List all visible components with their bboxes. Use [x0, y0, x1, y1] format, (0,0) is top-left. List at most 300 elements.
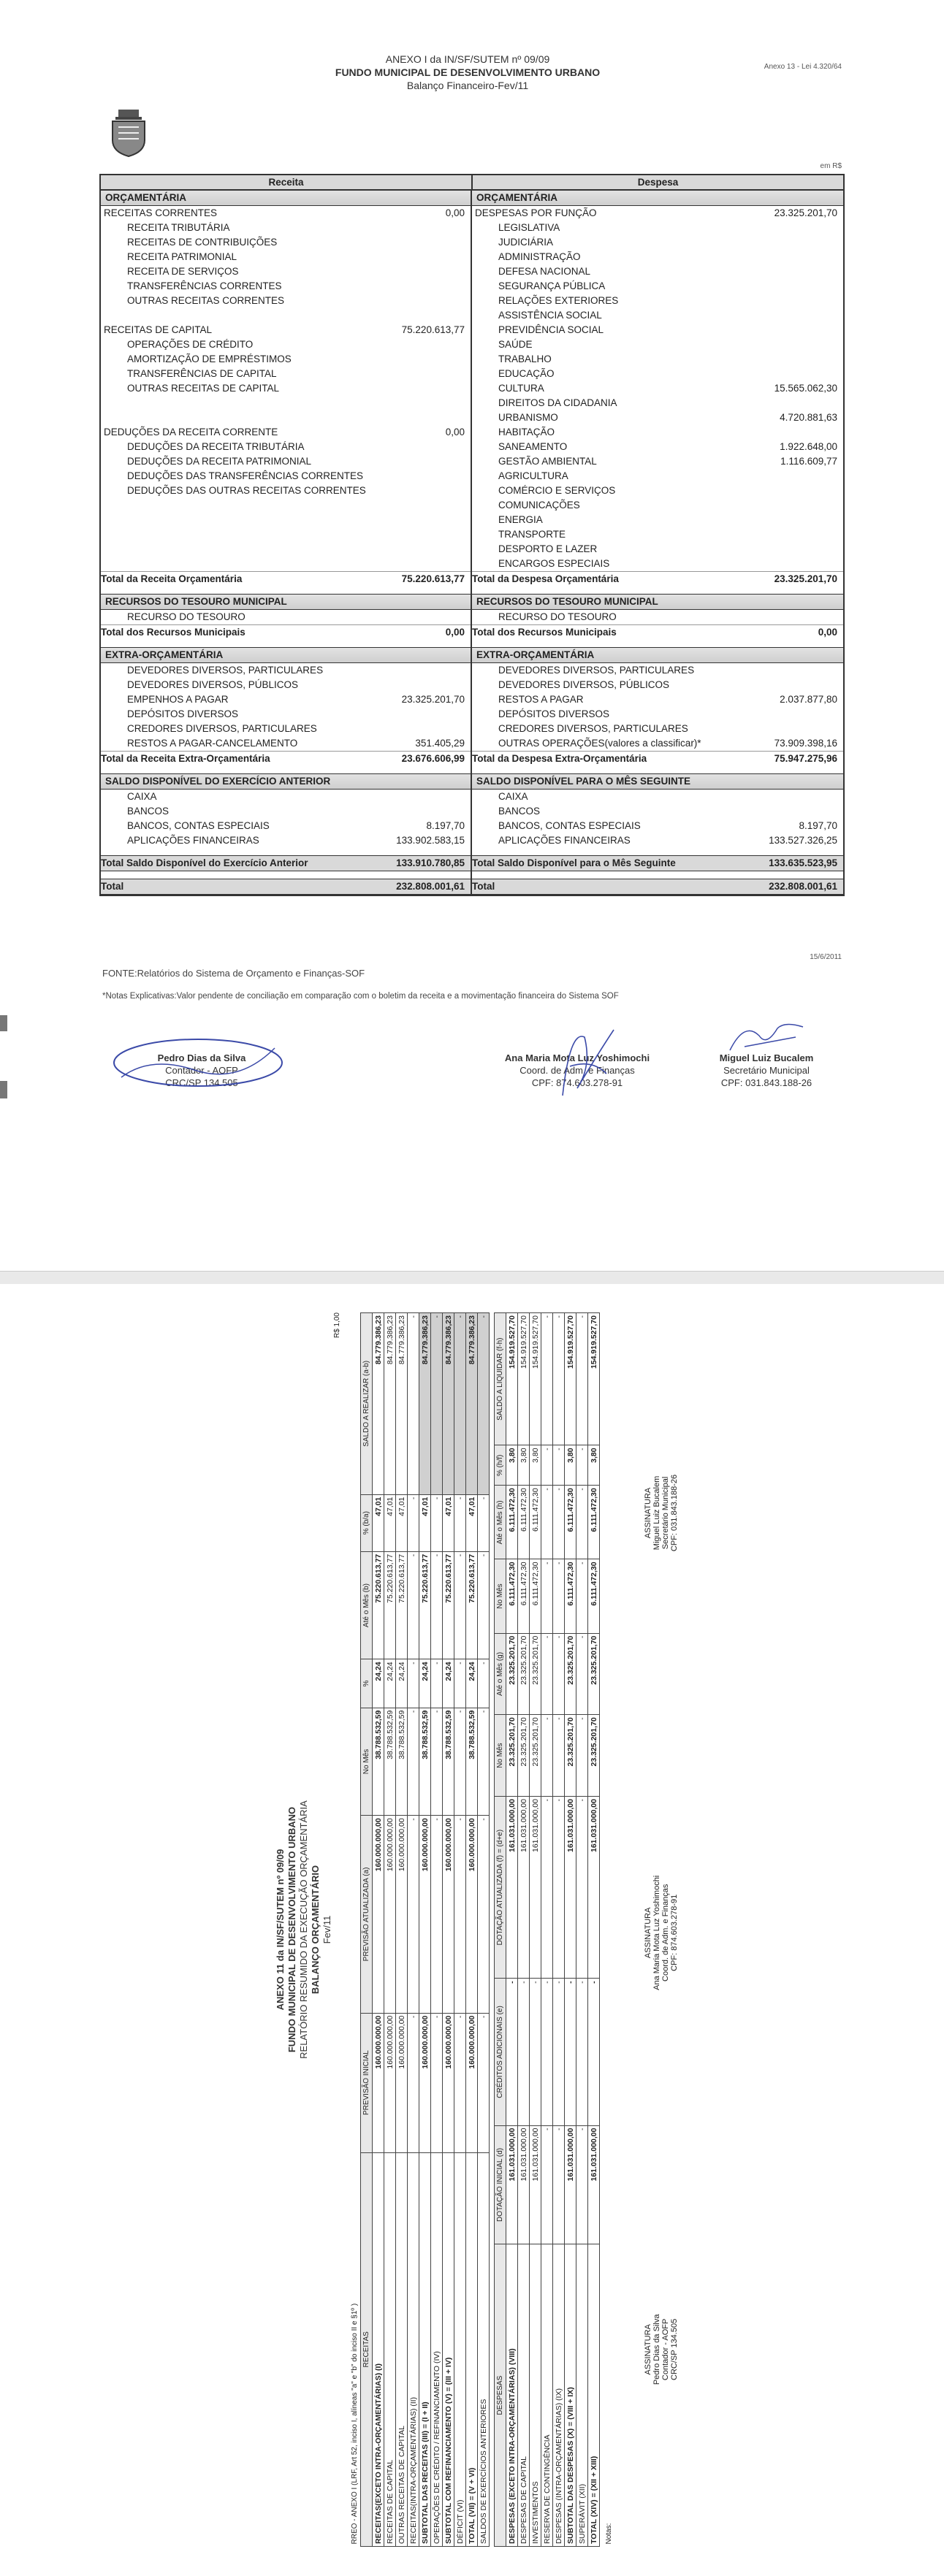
table-cell: 154.919.527,70 — [565, 1313, 576, 1445]
account-value — [742, 279, 843, 294]
table-cell: 47,01 — [396, 1494, 408, 1551]
account-label: OPERAÇÕES DE CRÉDITO — [127, 339, 254, 350]
table-cell: - — [530, 1979, 541, 2125]
account-label: DEVEDORES DIVERSOS, PARTICULARES — [127, 665, 324, 676]
table-cell: 3,80 — [565, 1445, 576, 1486]
account-label: DEDUÇÕES DAS TRANSFERÊNCIAS CORRENTES — [127, 470, 364, 481]
column-header: DOTAÇÃO ATUALIZADA (f) = (d+e) — [495, 1797, 506, 1979]
table-cell: 161.031.000,00 — [518, 2125, 530, 2244]
table-cell: - — [431, 1551, 443, 1659]
table-row — [506, 1313, 518, 2547]
account-label: EDUCAÇÃO — [498, 368, 555, 379]
table-cell: 160.000.000,00 — [373, 1816, 384, 2013]
account-value — [370, 440, 471, 454]
table-cell: - — [553, 2125, 565, 2244]
row-label: SUBTOTAL DAS DESPESAS (X) = (VIII + IX) — [565, 2244, 576, 2547]
row-label: INVESTIMENTOS — [530, 2244, 541, 2547]
account-value: 351.405,29 — [415, 738, 465, 749]
account-label: Total da Receita Orçamentária — [101, 573, 243, 584]
account-value — [370, 678, 471, 692]
section-heading: SALDO DISPONÍVEL PARA O MÊS SEGUINTE — [472, 773, 843, 790]
table-cell: - — [478, 1551, 490, 1659]
account-label: Total — [101, 881, 124, 892]
table-cell: 6.111.472,30 — [565, 1486, 576, 1559]
table-cell: 154.919.527,70 — [518, 1313, 530, 1445]
account-row — [472, 323, 843, 337]
report-notes: Notas: — [605, 2523, 613, 2545]
table-cell: - — [553, 1979, 565, 2125]
table-cell: 23.325.201,70 — [530, 1715, 541, 1797]
table-cell: 84.779.386,23 — [443, 1313, 454, 1495]
account-label: BANCOS, CONTAS ESPECIAIS — [127, 820, 270, 831]
account-value — [370, 337, 471, 352]
account-label: OUTRAS RECEITAS CORRENTES — [127, 295, 285, 306]
account-row — [472, 542, 843, 557]
table-row — [443, 1313, 454, 2547]
despesas-body — [506, 1313, 600, 2547]
table-cell: - — [588, 1979, 600, 2125]
table-cell: - — [541, 1445, 553, 1486]
account-row — [472, 722, 843, 736]
account-label: Total dos Recursos Municipais — [472, 627, 617, 638]
table-cell: 161.031.000,00 — [530, 1797, 541, 1979]
account-label: ENCARGOS ESPECIAIS — [498, 558, 610, 569]
annex-reference: Anexo 13 - Lei 4.320/64 — [764, 63, 842, 71]
table-cell: 23.325.201,70 — [506, 1715, 518, 1797]
account-label: LEGISLATIVA — [498, 222, 560, 233]
total-row — [472, 751, 843, 766]
account-label: RECEITA TRIBUTÁRIA — [127, 222, 230, 233]
spacer-row — [472, 640, 843, 647]
account-value — [370, 308, 471, 323]
table-cell: - — [454, 2013, 466, 2152]
account-row — [101, 469, 471, 484]
account-value — [742, 610, 843, 624]
table-cell: 6.111.472,30 — [518, 1486, 530, 1559]
table-row — [530, 1313, 541, 2547]
table-cell: - — [431, 1494, 443, 1551]
despesas-header-row — [495, 1313, 506, 2547]
table-row — [408, 1313, 419, 2547]
account-label — [101, 498, 370, 513]
signature-name: Ana Maria Mota Luz Yoshimochi — [504, 1052, 650, 1063]
table-cell: - — [541, 1633, 553, 1715]
table-cell: - — [408, 1551, 419, 1659]
account-value — [370, 513, 471, 527]
column-header: Até o Mês (g) — [495, 1633, 506, 1715]
table-cell: 38.788.532,59 — [419, 1708, 431, 1816]
table-row — [419, 1313, 431, 2547]
account-label: TRANSPORTE — [498, 529, 566, 540]
account-label: BANCOS — [498, 806, 541, 817]
table-cell: 84.779.386,23 — [384, 1313, 396, 1495]
currency-label: em R$ — [820, 162, 842, 170]
account-value — [742, 264, 843, 279]
account-row — [101, 337, 471, 352]
table-cell: - — [454, 1313, 466, 1495]
row-label: SUBTOTAL COM REFINANCIAMENTO (V) = (III + IV) — [443, 2152, 454, 2546]
table-cell: 75.220.613,77 — [384, 1551, 396, 1659]
total-row — [472, 879, 843, 895]
account-value — [742, 425, 843, 440]
signature-name: Miguel Luiz Bucalem — [719, 1052, 814, 1063]
signature-reg: CPF: 874.603.278-91 — [670, 1894, 679, 1971]
table-cell: - — [541, 1559, 553, 1633]
account-label: RECEITA PATRIMONIAL — [127, 251, 237, 262]
account-value: 0,00 — [445, 427, 465, 437]
table-cell: 23.325.201,70 — [518, 1633, 530, 1715]
spacer-row — [101, 766, 471, 773]
table-cell: - — [576, 1445, 588, 1486]
account-label: Total da Despesa Extra-Orçamentária — [472, 753, 647, 764]
balance-sheet-page — [0, 0, 944, 1271]
signature-name: Ana Maria Mota Luz Yoshimochi — [652, 1875, 661, 1990]
account-value — [742, 250, 843, 264]
account-label: Total da Receita Extra-Orçamentária — [101, 753, 270, 764]
account-label: DEPÓSITOS DIVERSOS — [498, 708, 610, 719]
table-cell: - — [431, 2013, 443, 2152]
report-period: Fev/11 — [321, 1915, 332, 1944]
table-cell: - — [541, 1979, 553, 2125]
account-row — [101, 352, 471, 367]
account-row — [472, 235, 843, 250]
table-cell: 160.000.000,00 — [466, 1816, 478, 2013]
budget-report-page — [0, 1284, 944, 2576]
receitas-body — [373, 1313, 490, 2547]
account-value — [370, 484, 471, 498]
column-header: % — [361, 1659, 373, 1708]
account-row — [472, 833, 843, 848]
table-cell: - — [553, 1486, 565, 1559]
account-value: 23.325.201,70 — [401, 694, 465, 705]
report-signature-accountant — [644, 2315, 679, 2385]
table-cell: - — [553, 1715, 565, 1797]
city-crest-icon — [108, 108, 149, 158]
account-row — [472, 707, 843, 722]
account-label: CAIXA — [127, 791, 157, 802]
account-label: DEDUÇÕES DA RECEITA TRIBUTÁRIA — [127, 441, 305, 452]
table-row — [454, 1313, 466, 2547]
account-value: 0,00 — [445, 627, 465, 638]
column-header: No Mês — [495, 1559, 506, 1633]
table-cell: - — [553, 1445, 565, 1486]
account-row — [472, 790, 843, 804]
account-value — [370, 722, 471, 736]
table-cell: 23.325.201,70 — [530, 1633, 541, 1715]
account-row — [472, 206, 843, 221]
row-label: RESERVA DE CONTINGÊNCIA — [541, 2244, 553, 2547]
account-value: 2.037.877,80 — [780, 694, 837, 705]
section-heading: ORÇAMENTÁRIA — [472, 190, 843, 206]
signature-role: Secretário Municipal — [723, 1065, 810, 1076]
account-value — [370, 367, 471, 381]
account-row — [101, 396, 471, 410]
table-cell: 3,80 — [530, 1445, 541, 1486]
column-header: CRÉDITOS ADICIONAIS (e) — [495, 1979, 506, 2125]
account-label: DEPÓSITOS DIVERSOS — [127, 708, 239, 719]
table-cell: 38.788.532,59 — [466, 1708, 478, 1816]
table-cell: 84.779.386,23 — [466, 1313, 478, 1495]
table-cell: 161.031.000,00 — [588, 2125, 600, 2244]
table-cell: 23.325.201,70 — [565, 1715, 576, 1797]
signature-label: ASSINATURA — [644, 1907, 652, 1959]
row-label: TOTAL (XIV) = (XII + XIII) — [588, 2244, 600, 2547]
table-cell: 47,01 — [443, 1494, 454, 1551]
account-value — [742, 469, 843, 484]
account-label: COMÉRCIO E SERVIÇOS — [498, 485, 616, 496]
account-label: CREDORES DIVERSOS, PARTICULARES — [127, 723, 317, 734]
column-header: Até o Mês (b) — [361, 1551, 373, 1659]
signature-role: Coord. de Adm. e Finanças — [519, 1065, 635, 1076]
spacer-row — [472, 586, 843, 594]
table-cell: - — [541, 1313, 553, 1445]
signature-name: Pedro Dias da Silva — [157, 1052, 246, 1063]
section-heading: ORÇAMENTÁRIA — [101, 190, 471, 206]
signature-scribble-icon — [107, 1033, 289, 1099]
account-label: DEVEDORES DIVERSOS, PÚBLICOS — [498, 679, 670, 690]
table-row — [576, 1313, 588, 2547]
account-row — [101, 557, 471, 571]
row-label: DESPESAS DE CAPITAL — [518, 2244, 530, 2547]
table-cell: - — [408, 1816, 419, 2013]
account-row — [101, 707, 471, 722]
signature-reg: CRC/SP 134.505 — [165, 1077, 238, 1088]
row-label: RECEITAS DE CAPITAL — [384, 2152, 396, 2546]
total-row — [101, 624, 471, 640]
signature-label: ASSINATURA — [644, 2324, 652, 2375]
table-row — [553, 1313, 565, 2547]
table-cell: - — [553, 1313, 565, 1445]
account-label: DESPORTO E LAZER — [498, 543, 598, 554]
account-value: 23.325.201,70 — [774, 573, 837, 584]
account-value — [742, 367, 843, 381]
account-label: RELAÇÕES EXTERIORES — [498, 295, 619, 306]
account-row — [101, 542, 471, 557]
column-header: No Mês — [361, 1708, 373, 1816]
explanatory-note: *Notas Explicativas:Valor pendente de conciliação em comparação com o boletim da receita e a movimentação financeira do Sistema SOF — [102, 992, 619, 1001]
account-value — [370, 221, 471, 235]
total-row — [101, 571, 471, 586]
column-header: DOTAÇÃO INICIAL (d) — [495, 2125, 506, 2244]
account-row — [101, 410, 471, 425]
table-cell: 3,80 — [588, 1445, 600, 1486]
header-fund: FUNDO MUNICIPAL DE DESENVOLVIMENTO URBANO — [335, 66, 601, 78]
signature-name: Pedro Dias da Silva — [652, 2314, 661, 2385]
table-cell: 161.031.000,00 — [518, 1797, 530, 1979]
table-cell: 38.788.532,59 — [396, 1708, 408, 1816]
table-cell: - — [478, 2013, 490, 2152]
account-label: RECEITAS CORRENTES — [104, 207, 218, 218]
account-value — [370, 264, 471, 279]
account-label: SANEAMENTO — [498, 441, 568, 452]
account-label: Total dos Recursos Municipais — [101, 627, 245, 638]
account-value — [370, 396, 471, 410]
balance-table-header — [101, 175, 843, 190]
table-cell: 75.220.613,77 — [419, 1551, 431, 1659]
total-row — [472, 624, 843, 640]
account-value — [370, 454, 471, 469]
account-row — [101, 513, 471, 527]
account-label: SEGURANÇA PÚBLICA — [498, 280, 606, 291]
signature-role: Coord. de Adm. e Finanças — [661, 1884, 670, 1981]
account-value — [742, 352, 843, 367]
table-cell: - — [553, 1797, 565, 1979]
account-row — [472, 250, 843, 264]
column-header: No Mês — [495, 1715, 506, 1797]
account-row — [472, 513, 843, 527]
account-value — [742, 235, 843, 250]
account-value: 232.808.001,61 — [396, 881, 465, 892]
report-balance-title: BALANÇO ORÇAMENTÁRIO — [310, 1865, 321, 1995]
table-cell: 160.000.000,00 — [396, 1816, 408, 2013]
despesa-column — [472, 190, 843, 895]
column-header: PREVISÃO INICIAL — [361, 2013, 373, 2152]
total-row — [101, 751, 471, 766]
report-currency: R$ 1,00 — [333, 1312, 341, 1339]
table-cell: 160.000.000,00 — [419, 1816, 431, 2013]
account-row — [472, 663, 843, 678]
table-row — [478, 1313, 490, 2547]
table-cell: 161.031.000,00 — [506, 1797, 518, 1979]
account-row — [101, 367, 471, 381]
table-cell: - — [541, 1715, 553, 1797]
account-label: JUDICIÁRIA — [498, 237, 554, 248]
table-cell: - — [506, 1979, 518, 2125]
account-value: 133.910.780,85 — [396, 857, 465, 868]
account-label: ADMINISTRAÇÃO — [498, 251, 581, 262]
table-cell: - — [541, 1486, 553, 1559]
account-value: 75.220.613,77 — [401, 324, 465, 335]
table-cell: 160.000.000,00 — [466, 2013, 478, 2152]
table-cell: 47,01 — [373, 1494, 384, 1551]
account-label — [101, 527, 370, 542]
table-cell: 23.325.201,70 — [506, 1633, 518, 1715]
signature-scribble-icon — [541, 1023, 628, 1103]
account-value — [742, 678, 843, 692]
table-cell: 38.788.532,59 — [373, 1708, 384, 1816]
account-value — [370, 294, 471, 308]
table-cell: - — [478, 1708, 490, 1816]
account-label: ASSISTÊNCIA SOCIAL — [498, 310, 602, 321]
signature-reg: CPF: 874.603.278-91 — [531, 1077, 623, 1088]
account-row — [101, 736, 471, 751]
signature-secretary — [690, 1052, 843, 1089]
receitas-caption: RREO - ANEXO I (LRF, Art 52, inciso I, alíneas "a" e "b" do inciso II e §1º ) — [351, 2303, 359, 2545]
account-value — [370, 790, 471, 804]
account-row — [472, 221, 843, 235]
account-label: TRANSFERÊNCIAS CORRENTES — [127, 280, 282, 291]
account-row — [101, 692, 471, 707]
table-cell: - — [478, 1313, 490, 1495]
table-cell: - — [408, 1659, 419, 1708]
account-row — [101, 308, 471, 323]
section-heading: RECURSOS DO TESOURO MUNICIPAL — [101, 594, 471, 610]
table-cell: 75.220.613,77 — [466, 1551, 478, 1659]
account-label: RESTOS A PAGAR — [498, 694, 584, 705]
account-row — [101, 722, 471, 736]
table-row — [565, 1313, 576, 2547]
table-cell: - — [576, 1559, 588, 1633]
table-row — [541, 1313, 553, 2547]
table-cell: - — [408, 2013, 419, 2152]
account-value: 73.909.398,16 — [774, 738, 837, 749]
column-header: Até o Mês (h) — [495, 1486, 506, 1559]
signature-reg: CPF: 031.843.188-26 — [670, 1474, 679, 1552]
account-row — [101, 804, 471, 819]
table-cell: 75.220.613,77 — [373, 1551, 384, 1659]
row-label: TOTAL (VII) = (V + VI) — [466, 2152, 478, 2546]
account-label: RECURSO DO TESOURO — [127, 611, 245, 622]
table-cell: 161.031.000,00 — [565, 2125, 576, 2244]
account-value: 133.635.523,95 — [769, 857, 837, 868]
account-row — [101, 678, 471, 692]
account-row — [472, 264, 843, 279]
account-value — [742, 542, 843, 557]
table-cell: - — [553, 1633, 565, 1715]
account-label: OUTRAS OPERAÇÕES(valores a classificar)* — [498, 738, 701, 749]
account-value: 8.197,70 — [799, 820, 837, 831]
table-cell: 23.325.201,70 — [588, 1715, 600, 1797]
table-cell: - — [408, 1494, 419, 1551]
source-note: FONTE:Relatórios do Sistema de Orçamento e Finanças-SOF — [102, 968, 365, 979]
account-label: APLICAÇÕES FINANCEIRAS — [127, 835, 259, 846]
account-row — [101, 498, 471, 513]
account-label — [101, 410, 370, 425]
table-cell: 3,80 — [506, 1445, 518, 1486]
account-value: 0,00 — [818, 627, 837, 638]
account-value — [742, 396, 843, 410]
account-label: Total Saldo Disponível do Exercício Anterior — [101, 857, 308, 868]
table-cell: 6.111.472,30 — [588, 1559, 600, 1633]
table-cell: 160.000.000,00 — [384, 1816, 396, 2013]
account-row — [101, 527, 471, 542]
signature-accountant — [129, 1052, 275, 1089]
scan-edge-mark — [0, 1081, 7, 1098]
scan-edge-mark — [0, 1015, 7, 1031]
table-cell: 160.000.000,00 — [443, 2013, 454, 2152]
account-value — [742, 663, 843, 678]
account-label: DIREITOS DA CIDADANIA — [498, 397, 617, 408]
table-cell: 75.220.613,77 — [396, 1551, 408, 1659]
table-cell: 24,24 — [443, 1659, 454, 1708]
account-value — [742, 707, 843, 722]
account-value: 15.565.062,30 — [774, 383, 837, 394]
total-row — [472, 855, 843, 871]
table-cell: - — [576, 1979, 588, 2125]
account-value — [742, 221, 843, 235]
account-label: BANCOS, CONTAS ESPECIAIS — [498, 820, 641, 831]
table-cell: 160.000.000,00 — [419, 2013, 431, 2152]
account-row — [101, 440, 471, 454]
table-cell: 161.031.000,00 — [565, 1797, 576, 1979]
table-cell: 161.031.000,00 — [588, 1797, 600, 1979]
account-value: 1.116.609,77 — [780, 456, 837, 467]
account-row — [472, 410, 843, 425]
account-label: DEFESA NACIONAL — [498, 266, 591, 277]
row-label: OUTRAS RECEITAS DE CAPITAL — [396, 2152, 408, 2546]
table-cell: - — [454, 1816, 466, 2013]
table-cell: - — [518, 1979, 530, 2125]
account-value — [370, 410, 471, 425]
account-row — [101, 663, 471, 678]
account-label: DEDUÇÕES DA RECEITA PATRIMONIAL — [127, 456, 312, 467]
account-value — [370, 279, 471, 294]
receita-column — [101, 190, 472, 895]
signature-role: Contador - AOFP — [661, 2318, 670, 2381]
total-row — [472, 571, 843, 586]
account-row — [472, 381, 843, 396]
report-annex: ANEXO 11 da IN/SF/SUTEM nº 09/09 — [275, 1849, 286, 2011]
